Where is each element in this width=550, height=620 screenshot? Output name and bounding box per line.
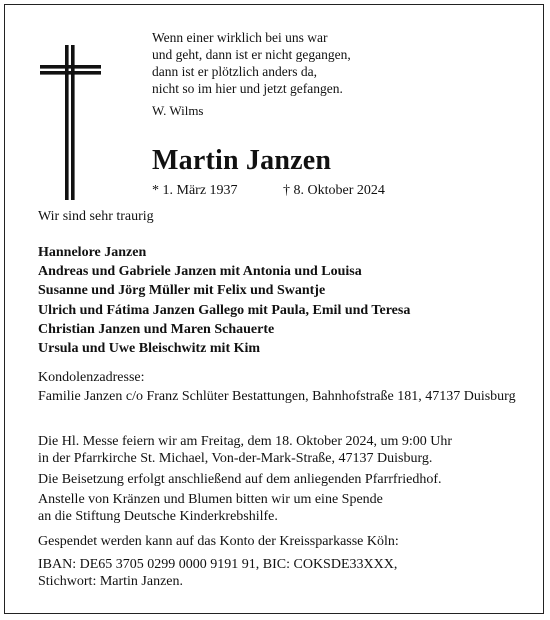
family-member: Christian Janzen und Maren Schauerte — [38, 321, 275, 337]
condolence-label: Kondolenzadresse: — [38, 370, 145, 385]
donation-notice — [38, 492, 383, 525]
mass-line: in der Pfarrkirche St. Michael, Von-der-Mark-Straße, 47137 Duisburg. — [38, 450, 433, 466]
poem-author: W. Wilms — [152, 103, 204, 118]
family-list — [38, 243, 410, 358]
mourning-intro: Wir sind sehr traurig — [38, 209, 154, 224]
family-member: Ursula und Uwe Bleischwitz mit Kim — [38, 341, 261, 357]
birth-date: * 1. März 1937 — [152, 183, 238, 198]
mass-line: Die Hl. Messe feiern wir am Freitag, dem 18. Oktober 2024, um 9:00 Uhr — [38, 434, 453, 449]
poem-line: und geht, dann ist er nicht gegangen, — [152, 47, 351, 62]
family-member: Andreas und Gabriele Janzen mit Antonia und Louisa — [38, 264, 362, 280]
donation-line: Anstelle von Kränzen und Blumen bitten wir um eine Spende — [38, 492, 383, 507]
donation-line: an die Stiftung Deutsche Kinderkrebshilfe. — [38, 508, 278, 524]
burial-notice: Die Beisetzung erfolgt anschließend auf dem anliegenden Pfarrfriedhof. — [38, 472, 442, 487]
bank-details — [38, 557, 397, 590]
family-member: Hannelore Janzen — [38, 245, 147, 260]
death-date: † 8. Oktober 2024 — [283, 183, 385, 198]
family-member: Susanne und Jörg Müller mit Felix und Swantje — [38, 283, 326, 299]
family-member: Ulrich und Fátima Janzen Gallego mit Paula, Emil und Teresa — [38, 302, 411, 318]
poem-line: dann ist er plötzlich anders da, — [152, 64, 317, 79]
bank-line: IBAN: DE65 3705 0299 0000 9191 91, BIC: COKSDE33XXX, — [38, 557, 398, 572]
deceased-name: Martin Janzen — [152, 145, 332, 176]
poem-line: nicht so im hier und jetzt gefangen. — [152, 81, 343, 96]
poem — [152, 29, 351, 97]
account-intro: Gespendet werden kann auf das Konto der Kreissparkasse Köln: — [38, 534, 399, 549]
poem-line: Wenn einer wirklich bei uns war — [152, 30, 328, 45]
bank-line: Stichwort: Martin Janzen. — [38, 573, 184, 589]
condolence-address: Familie Janzen c/o Franz Schlüter Bestattungen, Bahnhofstraße 181, 47137 Duisburg — [38, 389, 516, 404]
mass-notice — [38, 434, 452, 467]
